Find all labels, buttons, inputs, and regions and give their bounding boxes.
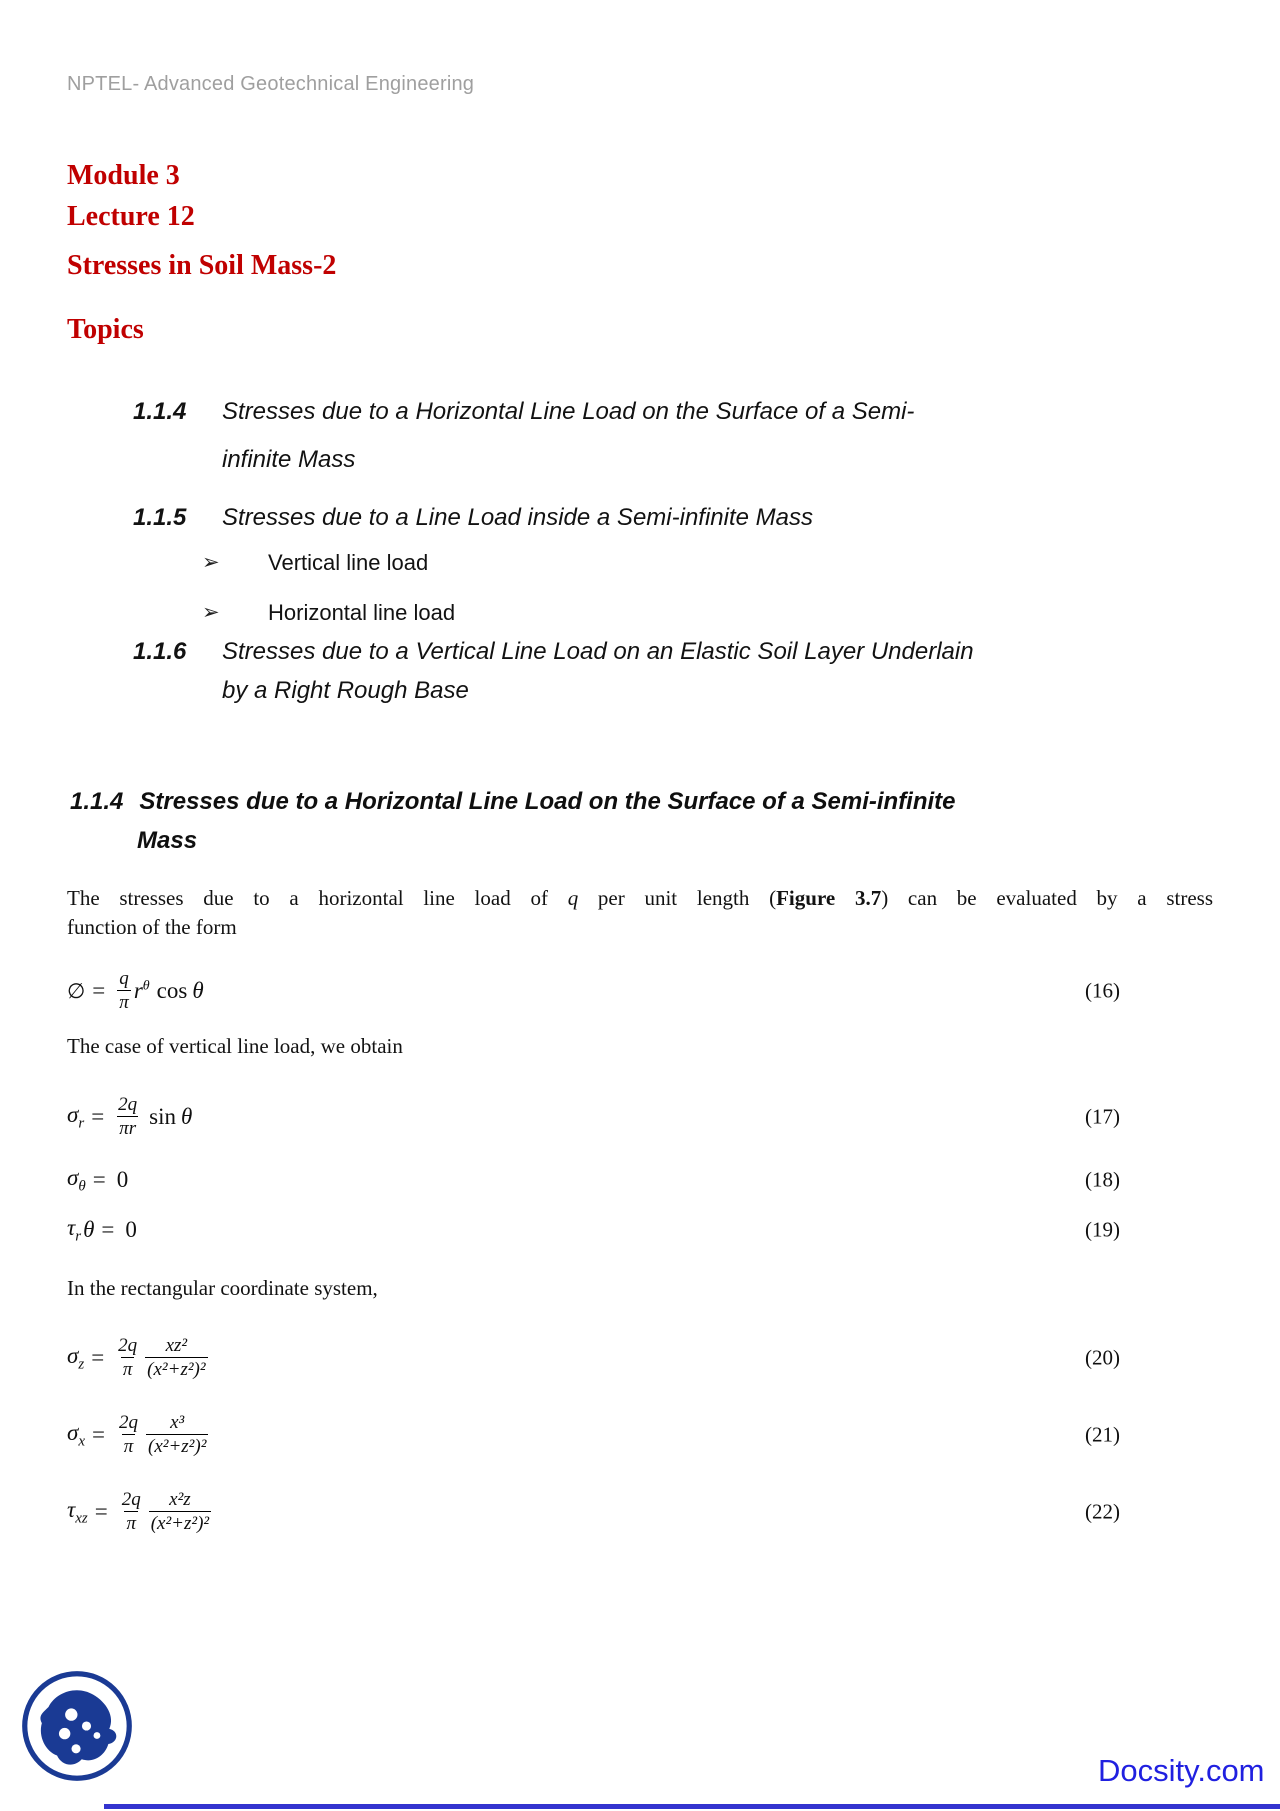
eq-lhs: $\sigma_x$	[67, 1419, 86, 1450]
eq-lhs-phi: ∅	[67, 979, 86, 1003]
section-heading-line1	[70, 788, 956, 816]
toc-item-text: infinite Mass	[222, 446, 356, 473]
fraction-denominator: π	[119, 992, 129, 1013]
eq-rhs: 0	[116, 1167, 129, 1192]
eq-fraction-2	[146, 1412, 208, 1459]
eq-theta: θ	[181, 1104, 193, 1129]
fraction-numerator: x²z	[169, 1488, 191, 1510]
fraction-denominator: (x²+z²)²	[150, 1513, 210, 1534]
fraction-numerator: 2q	[118, 1093, 138, 1115]
text-rectangular: In the rectangular coordinate system,	[67, 1276, 378, 1300]
fraction-denominator: π	[122, 1359, 133, 1380]
eq-fraction-2	[149, 1489, 211, 1536]
variable-q: q	[567, 886, 579, 910]
paragraph-text: per unit length (	[578, 886, 777, 910]
intro-paragraph-line1	[67, 886, 1213, 911]
equation-number: (18)	[1085, 1167, 1120, 1192]
bullet-label: Horizontal line load	[268, 600, 456, 625]
eq-lhs: $\sigma_z$	[67, 1342, 85, 1373]
toc-item-text: Stresses due to a Line Load inside a Semi-infinite Mass	[222, 504, 813, 531]
equation-number: (20)	[1085, 1345, 1120, 1370]
fraction-denominator: πr	[119, 1118, 137, 1139]
fraction-denominator: (x²+z²)²	[148, 1436, 207, 1457]
equation-number: (19)	[1085, 1217, 1120, 1242]
eq-equals: =	[92, 1167, 106, 1192]
section-heading-text: Stresses due to a Horizontal Line Load on the Surface of a Semi-infinite	[139, 788, 956, 815]
fraction-numerator: xz²	[165, 1334, 188, 1356]
module-heading: Module 3	[67, 160, 180, 191]
fraction-numerator: q	[119, 967, 129, 989]
docsity-logo-icon	[20, 1669, 134, 1783]
section-heading-line2: Mass	[137, 827, 198, 854]
fraction-numerator: 2q	[121, 1488, 141, 1510]
eq-equals: =	[92, 978, 106, 1003]
equation-22	[67, 1476, 1213, 1548]
equation-17	[67, 1082, 1213, 1152]
fraction-numerator: 2q	[119, 1411, 138, 1433]
equation-number: (21)	[1085, 1422, 1120, 1447]
eq-lhs: $\tau_{xz}$	[67, 1496, 88, 1527]
eq-fraction	[116, 1094, 139, 1141]
toc-item-text: Stresses due to a Vertical Line Load on an Elastic Soil Layer Underlain	[222, 638, 974, 665]
equation-19	[67, 1210, 1213, 1250]
eq-fraction-1	[117, 1412, 140, 1459]
eq-lhs: $\sigma_r$	[67, 1101, 85, 1132]
equation-number: (22)	[1085, 1499, 1120, 1524]
eq-lhs: $\tau_r$	[67, 1214, 82, 1245]
toc-item-number: 1.1.5	[133, 504, 187, 531]
eq-equals: =	[92, 1422, 105, 1447]
eq-fraction	[117, 968, 131, 1015]
fraction-numerator: x³	[170, 1411, 185, 1433]
eq-equals: =	[94, 1499, 108, 1524]
eq-rhs: 0	[125, 1217, 137, 1242]
equation-20	[67, 1322, 1213, 1394]
section-heading-number: 1.1.4	[70, 788, 124, 815]
equation-21	[67, 1399, 1213, 1471]
eq-lhs: $\sigma_\theta$	[67, 1164, 86, 1195]
intro-paragraph-line2: function of the form	[67, 915, 237, 939]
fraction-numerator: 2q	[118, 1334, 138, 1356]
eq-theta: θ	[192, 978, 204, 1003]
toc-item-number: 1.1.6	[133, 638, 187, 665]
toc-item-number: 1.1.4	[133, 398, 187, 425]
eq-equals: =	[91, 1345, 105, 1370]
footer-bar	[104, 1804, 1280, 1809]
arrow-bullet-icon: ➢	[202, 550, 220, 574]
eq-fraction-2	[145, 1335, 207, 1382]
module-lecture-heading	[67, 155, 195, 237]
eq-theta: θ	[83, 1217, 95, 1242]
eq-function-sin: sin	[149, 1104, 177, 1129]
equation-number: (16)	[1085, 978, 1120, 1003]
docsity-link[interactable]: Docsity.com	[1098, 1753, 1265, 1788]
eq-fraction-1	[116, 1335, 139, 1382]
arrow-bullet-icon: ➢	[202, 600, 220, 624]
eq-function-cos: cos	[156, 978, 188, 1003]
eq-term: $r^\theta$	[133, 978, 150, 1003]
equation-number: (17)	[1085, 1104, 1120, 1129]
subject-heading: Stresses in Soil Mass-2	[67, 250, 337, 281]
equation-16	[67, 956, 1213, 1026]
page-header-text: NPTEL- Advanced Geotechnical Engineering	[67, 73, 475, 95]
eq-fraction-1	[120, 1489, 143, 1536]
text-vertical-case: The case of vertical line load, we obtain	[67, 1034, 403, 1058]
equation-18	[67, 1160, 1213, 1200]
bullet-label: Vertical line load	[268, 550, 429, 575]
eq-equals: =	[101, 1217, 115, 1242]
paragraph-text: The stresses due to a horizontal line load of	[67, 886, 568, 910]
toc-item-text: by a Right Rough Base	[222, 677, 469, 704]
fraction-denominator: (x²+z²)²	[147, 1359, 206, 1380]
eq-equals: =	[91, 1104, 105, 1129]
topics-heading: Topics	[67, 314, 144, 345]
toc-item-text: Stresses due to a Horizontal Line Load on the Surface of a Semi-	[222, 398, 915, 425]
fraction-denominator: π	[123, 1436, 134, 1457]
paragraph-text: ) can be evaluated by a stress	[881, 886, 1214, 910]
lecture-heading: Lecture 12	[67, 201, 195, 232]
fraction-denominator: π	[126, 1513, 136, 1534]
figure-reference: Figure 3.7	[776, 886, 882, 910]
